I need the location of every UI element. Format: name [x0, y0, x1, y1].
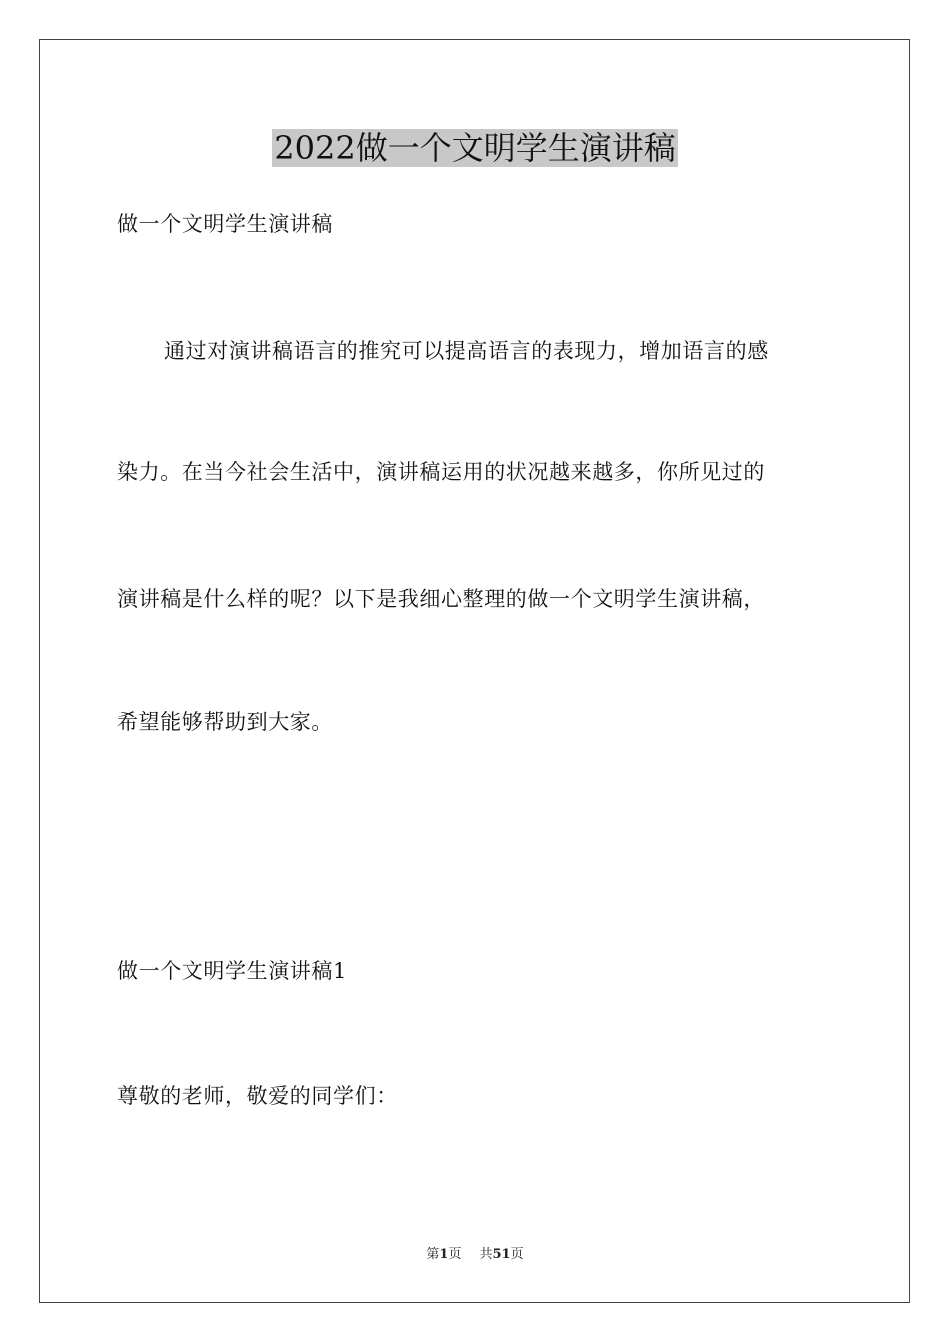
- intro-line-1: 通过对演讲稿语言的推究可以提高语言的表现力，增加语言的感: [164, 339, 769, 363]
- salutation: 尊敬的老师，敬爱的同学们：: [117, 1084, 398, 1108]
- footer-total-suffix: 页: [510, 1247, 524, 1262]
- footer-total-prefix: 共: [479, 1247, 493, 1262]
- intro-line-3: 演讲稿是什么样的呢？以下是我细心整理的做一个文明学生演讲稿，: [117, 587, 765, 611]
- document-subtitle: 做一个文明学生演讲稿: [117, 212, 333, 236]
- page-footer: [0, 1246, 950, 1264]
- section-heading: 做一个文明学生演讲稿1: [117, 959, 347, 983]
- document-title-text: 2022做一个文明学生演讲稿: [274, 129, 676, 167]
- intro-line-4: 希望能够帮助到大家。: [117, 710, 333, 734]
- document-title: [0, 126, 950, 170]
- footer-page-suffix: 页: [448, 1247, 462, 1262]
- footer-total-pages: 51: [492, 1247, 511, 1262]
- footer-page-number: 1: [439, 1247, 449, 1262]
- footer-page-prefix: 第: [426, 1247, 440, 1262]
- intro-line-2: 染力。在当今社会生活中，演讲稿运用的状况越来越多，你所见过的: [117, 460, 765, 484]
